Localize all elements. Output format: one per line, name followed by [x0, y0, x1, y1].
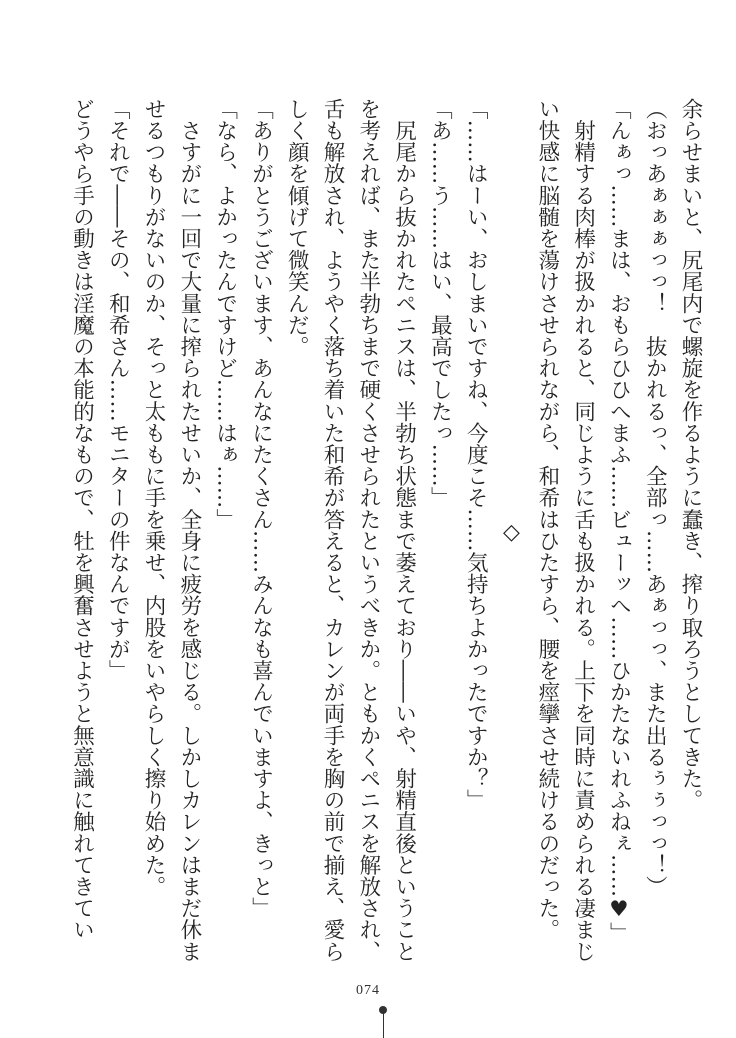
vertical-text-body [64, 98, 708, 968]
text-line: い快感に脳髄を蕩けさせられながら、和希はひたすら、腰を痙攣させ続けるのだった。 [534, 98, 560, 941]
text-line: 舌も解放され、ようやく落ち着いた和希が答えると、カレンが両手を胸の前で揃え、愛ら [320, 98, 346, 962]
section-break-diamond: ◇ [499, 520, 525, 546]
text-line: せるつもりがないのか、そっと太ももに手を乗せ、内股をいやらしく擦り始めた。 [141, 98, 167, 898]
text-line: しく顔を傾げて微笑んだ。 [284, 98, 310, 358]
text-line: 余らせまいと、尻尾内で螺旋を作るように蠢き、搾り取ろうとしてきた。 [678, 98, 703, 811]
text-line: 「んぁっ……まは、おもらひひへまふ……ビューッへ……ひかたないれふねぇ……♥」 [606, 98, 632, 944]
text-line: （おっあぁぁぁっっ！ 抜かれるっ、全部っ……あぁっっ、また出るぅぅっっ！） [642, 98, 668, 898]
page-marker-line [383, 1012, 384, 1038]
text-line: 尻尾から抜かれたペニスは、半勃ち状態まで萎えており――いや、射精直後ということ [391, 98, 417, 962]
text-line: さすがに一回で大量に搾られたせいか、全身に疲労を感じる。しかしカレンはまだ休ま [176, 98, 202, 962]
text-line: 射精する肉棒が扱かれると、同じように舌も扱かれる。上下を同時に責められる凄まじ [570, 98, 596, 962]
text-line: 「それで――その、和希さん……モニターの件なんですが」 [105, 98, 131, 682]
text-line: を考えれば、また半勃ちまで硬くさせられたというべきか。ともかくペニスを解放され、 [355, 98, 381, 962]
text-line: 「なら、よかったんですけど……はぁ……」 [212, 98, 238, 530]
text-line: 「……はーい、おしまいですね、今度こそ……気持ちよかったですか？」 [463, 98, 489, 811]
text-line: 「あ……う……はい、最高でしたっ……」 [427, 98, 453, 509]
text-line: どうやら手の動きは淫魔の本能的なもので、牡を興奮させようと無意識に触れてきてい [69, 98, 95, 941]
text-line: 「ありがとうございます、あんなにたくさん……みんなも喜んでいますよ、きっと」 [248, 98, 274, 919]
page-number: 074 [356, 983, 380, 998]
